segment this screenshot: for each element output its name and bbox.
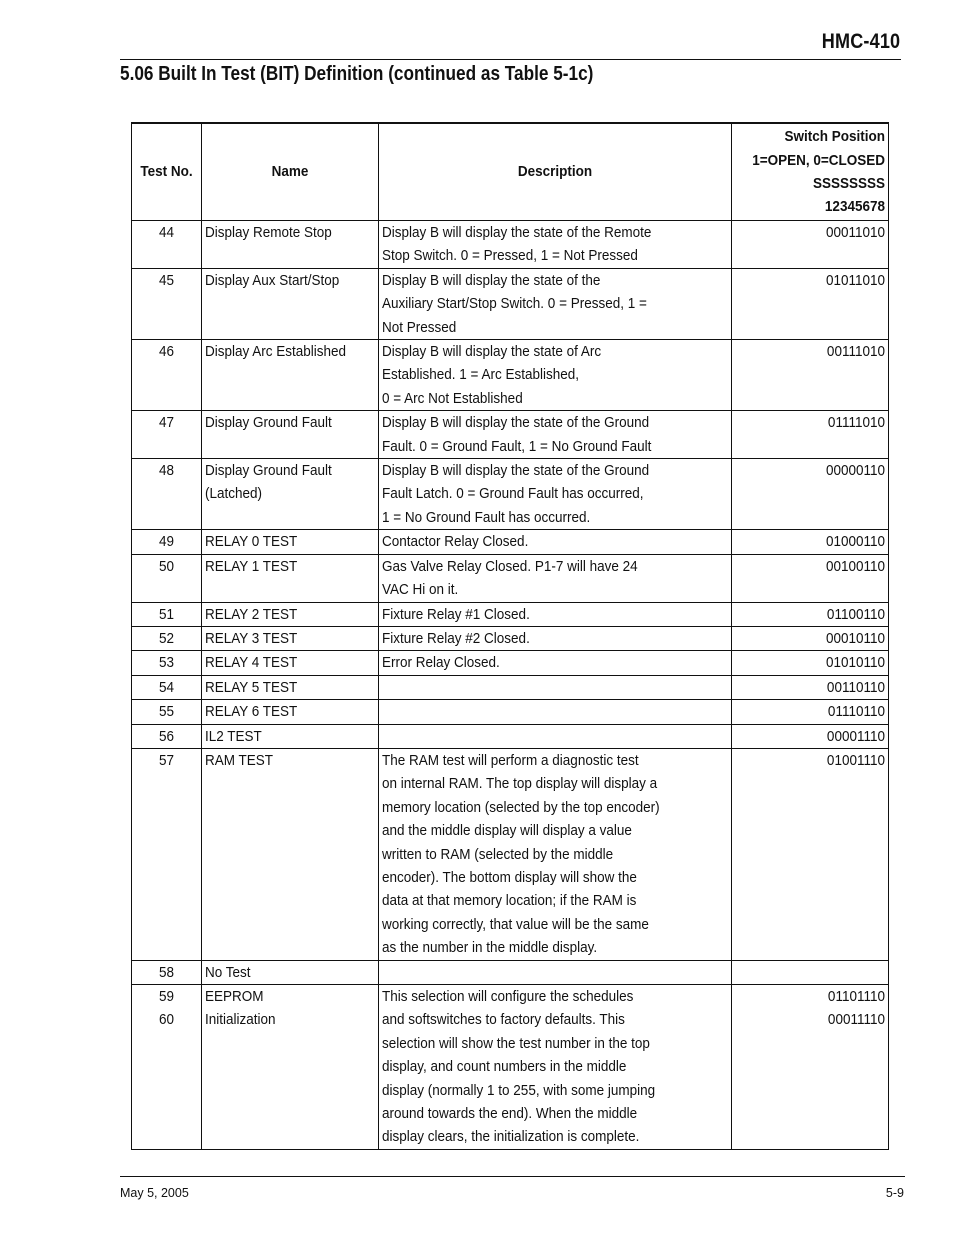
- text-line: 00001110: [826, 727, 885, 745]
- test-name-cell: [202, 602, 379, 626]
- text-line: display, and count numbers in the middle: [382, 1058, 627, 1076]
- test-number-cell: [132, 530, 202, 554]
- text-line: 54: [158, 678, 175, 696]
- test-description-cell: [379, 651, 732, 675]
- switch-position-cell: [732, 268, 889, 339]
- text-line: Display B will display the state of the: [382, 271, 601, 289]
- text-line: 01011010: [825, 271, 885, 289]
- switch-position-cell: [732, 602, 889, 626]
- table-row: [132, 700, 889, 724]
- header-rule: [120, 59, 901, 60]
- text-line: Contactor Relay Closed.: [382, 533, 529, 551]
- text-line: 00010110: [825, 629, 885, 647]
- text-line: RELAY 4 TEST: [205, 654, 298, 672]
- test-name-cell: [202, 268, 379, 339]
- table-row: [132, 340, 889, 411]
- bit-definition-table: [131, 122, 889, 1150]
- text-line: and the middle display will display a value: [382, 822, 632, 840]
- text-line: [382, 676, 693, 699]
- test-number-cell: [132, 675, 202, 699]
- text-line: 56: [158, 727, 175, 745]
- test-number-cell: [132, 985, 202, 1150]
- text-line: working correctly, that value will be the same: [382, 915, 649, 933]
- text-line: [750, 961, 885, 984]
- text-line: 45: [158, 271, 175, 289]
- header-switch-position: [732, 123, 889, 221]
- text-line: Display Ground Fault: [205, 462, 332, 480]
- test-name-cell: [202, 985, 379, 1150]
- text-line: 00111010: [826, 343, 885, 361]
- text-line: 44: [158, 224, 175, 241]
- test-description-cell: [379, 554, 732, 602]
- switch-position-cell: [732, 960, 889, 984]
- test-description-cell: [379, 960, 732, 984]
- text-line: RELAY 6 TEST: [205, 703, 298, 721]
- test-name-cell: [202, 651, 379, 675]
- text-line: Initialization: [205, 1011, 276, 1029]
- test-name-cell: [202, 554, 379, 602]
- text-line: 49: [158, 533, 175, 551]
- header-test-no: [132, 123, 202, 221]
- switch-position-cell: [732, 411, 889, 459]
- test-name-cell: [202, 748, 379, 960]
- text-line: This selection will configure the schedules: [382, 988, 634, 1005]
- text-line: Not Pressed: [382, 318, 457, 336]
- footer-rule: [120, 1176, 905, 1177]
- text-line: 58: [158, 963, 175, 981]
- test-number-cell: [132, 960, 202, 984]
- text-line: 0 = Arc Not Established: [382, 389, 523, 407]
- text-line: 59: [158, 988, 175, 1005]
- text-line: 00100110: [825, 557, 885, 575]
- text-line: RELAY 0 TEST: [205, 533, 298, 551]
- test-description-cell: [379, 530, 732, 554]
- text-line: The RAM test will perform a diagnostic test: [382, 751, 639, 769]
- text-line: Display B will display the state of the Ground: [382, 462, 650, 480]
- switch-position-cell: [732, 459, 889, 530]
- test-name-cell: [202, 724, 379, 748]
- text-line: Auxiliary Start/Stop Switch. 0 = Pressed, 1 =: [382, 295, 647, 313]
- text-line: Error Relay Closed.: [382, 654, 500, 672]
- test-number-cell: [132, 268, 202, 339]
- test-number-cell: [132, 554, 202, 602]
- text-line: 01111010: [827, 414, 885, 432]
- text-line: around towards the end). When the middle: [382, 1105, 638, 1123]
- test-description-cell: [379, 626, 732, 650]
- test-description-cell: [379, 675, 732, 699]
- table-row: [132, 411, 889, 459]
- table-row: [132, 748, 889, 960]
- text-line: RAM TEST: [205, 751, 274, 769]
- test-number-cell: [132, 724, 202, 748]
- text-line: [382, 700, 693, 723]
- test-name-cell: [202, 530, 379, 554]
- text-line: RELAY 1 TEST: [205, 557, 298, 575]
- switch-position-cell: [732, 651, 889, 675]
- test-description-cell: [379, 724, 732, 748]
- text-line: 00011110: [827, 1011, 885, 1029]
- text-line: 01110110: [827, 703, 885, 721]
- text-line: written to RAM (selected by the middle: [382, 845, 614, 863]
- test-description-cell: [379, 700, 732, 724]
- switch-position-cell: [732, 675, 889, 699]
- test-number-cell: [132, 602, 202, 626]
- text-line: memory location (selected by the top encoder): [382, 798, 660, 816]
- table-row: [132, 675, 889, 699]
- test-name-cell: [202, 411, 379, 459]
- text-line: RELAY 5 TEST: [205, 678, 298, 696]
- text-line: and softswitches to factory defaults. This: [382, 1011, 625, 1029]
- test-name-cell: [202, 221, 379, 269]
- text-line: 01000110: [825, 533, 885, 551]
- test-name-cell: [202, 340, 379, 411]
- text-line: 01101110: [827, 988, 885, 1005]
- text-line: 47: [158, 414, 175, 432]
- text-line: Stop Switch. 0 = Pressed, 1 = Not Pressed: [382, 247, 638, 265]
- footer-date: May 5, 2005: [120, 1186, 189, 1200]
- text-line: Display Arc Established: [205, 343, 347, 361]
- text-line: 60: [158, 1011, 175, 1029]
- text-line: No Test: [205, 963, 251, 981]
- table-header-row: [132, 123, 889, 221]
- text-line: Fault. 0 = Ground Fault, 1 = No Ground Fault: [382, 437, 652, 455]
- test-description-cell: [379, 411, 732, 459]
- text-line: Fixture Relay #2 Closed.: [382, 629, 530, 647]
- header-description: [379, 123, 732, 221]
- product-name: HMC-410: [821, 30, 900, 53]
- test-number-cell: [132, 459, 202, 530]
- test-number-cell: [132, 651, 202, 675]
- table-row: [132, 221, 889, 269]
- table-row: [132, 530, 889, 554]
- table-row: [132, 626, 889, 650]
- test-description-cell: [379, 985, 732, 1150]
- test-number-cell: [132, 221, 202, 269]
- text-line: Display B will display the state of the Remote: [382, 224, 652, 241]
- text-line: 00011010: [825, 224, 885, 241]
- text-line: 53: [158, 654, 175, 672]
- text-line: 12345678: [824, 198, 885, 216]
- text-line: Display Remote Stop: [205, 224, 332, 241]
- text-line: data at that memory location; if the RAM is: [382, 892, 637, 910]
- text-line: 01010110: [825, 654, 885, 672]
- switch-position-cell: [732, 700, 889, 724]
- text-line: RELAY 2 TEST: [205, 605, 298, 623]
- text-line: Description: [517, 163, 593, 181]
- test-description-cell: [379, 268, 732, 339]
- test-number-cell: [132, 411, 202, 459]
- text-line: 00000110: [825, 462, 885, 480]
- table-row: [132, 985, 889, 1150]
- text-line: Display B will display the state of Arc: [382, 343, 602, 361]
- table-row: [132, 602, 889, 626]
- text-line: display clears, the initialization is complete.: [382, 1128, 640, 1146]
- text-line: Display Aux Start/Stop: [205, 271, 340, 289]
- text-line: Test No.: [140, 163, 193, 181]
- text-line: EEPROM: [205, 988, 264, 1005]
- text-line: SSSSSSSS: [812, 175, 885, 192]
- test-name-cell: [202, 960, 379, 984]
- switch-position-cell: [732, 985, 889, 1150]
- text-line: 00110110: [826, 678, 885, 696]
- text-line: Name: [271, 163, 309, 181]
- text-line: 46: [158, 343, 175, 361]
- test-description-cell: [379, 459, 732, 530]
- text-line: 48: [158, 462, 175, 480]
- text-line: 57: [158, 751, 175, 769]
- header-name: [202, 123, 379, 221]
- test-description-cell: [379, 748, 732, 960]
- text-line: Switch Position: [784, 128, 885, 146]
- section-title: 5.06 Built In Test (BIT) Definition (continued as Table 5-1c): [120, 63, 594, 85]
- text-line: Display Ground Fault: [205, 414, 332, 432]
- text-line: RELAY 3 TEST: [205, 629, 298, 647]
- text-line: Fault Latch. 0 = Ground Fault has occurred,: [382, 485, 644, 503]
- test-name-cell: [202, 700, 379, 724]
- text-line: 01100110: [826, 605, 885, 623]
- table-row: [132, 960, 889, 984]
- switch-position-cell: [732, 724, 889, 748]
- test-number-cell: [132, 340, 202, 411]
- text-line: VAC Hi on it.: [382, 581, 459, 599]
- switch-position-cell: [732, 221, 889, 269]
- test-name-cell: [202, 459, 379, 530]
- page-number: 5-9: [885, 1186, 904, 1200]
- text-line: [382, 961, 693, 984]
- test-number-cell: [132, 748, 202, 960]
- text-line: Display B will display the state of the Ground: [382, 414, 650, 432]
- text-line: Gas Valve Relay Closed. P1-7 will have 24: [382, 557, 638, 575]
- table-row: [132, 724, 889, 748]
- table-row: [132, 268, 889, 339]
- text-line: 55: [158, 703, 175, 721]
- text-line: display (normally 1 to 255, with some jumping: [382, 1081, 656, 1099]
- switch-position-cell: [732, 530, 889, 554]
- text-line: 1 = No Ground Fault has occurred.: [382, 508, 591, 526]
- test-number-cell: [132, 700, 202, 724]
- test-description-cell: [379, 221, 732, 269]
- switch-position-cell: [732, 554, 889, 602]
- table-row: [132, 554, 889, 602]
- text-line: 51: [158, 605, 175, 623]
- text-line: 50: [158, 557, 175, 575]
- text-line: selection will show the test number in the top: [382, 1034, 650, 1052]
- text-line: 01001110: [826, 751, 885, 769]
- test-name-cell: [202, 675, 379, 699]
- text-line: IL2 TEST: [205, 727, 262, 745]
- switch-position-cell: [732, 626, 889, 650]
- text-line: [382, 725, 693, 748]
- test-number-cell: [132, 626, 202, 650]
- text-line: (Latched): [205, 485, 263, 503]
- text-line: Established. 1 = Arc Established,: [382, 366, 580, 384]
- text-line: as the number in the middle display.: [382, 939, 598, 957]
- switch-position-cell: [732, 748, 889, 960]
- test-description-cell: [379, 340, 732, 411]
- switch-position-cell: [732, 340, 889, 411]
- text-line: encoder). The bottom display will show the: [382, 868, 637, 886]
- text-line: on internal RAM. The top display will display a: [382, 775, 658, 793]
- test-description-cell: [379, 602, 732, 626]
- table-row: [132, 651, 889, 675]
- text-line: 1=OPEN, 0=CLOSED: [752, 151, 885, 169]
- table-row: [132, 459, 889, 530]
- text-line: Fixture Relay #1 Closed.: [382, 605, 530, 623]
- text-line: 52: [158, 629, 175, 647]
- test-name-cell: [202, 626, 379, 650]
